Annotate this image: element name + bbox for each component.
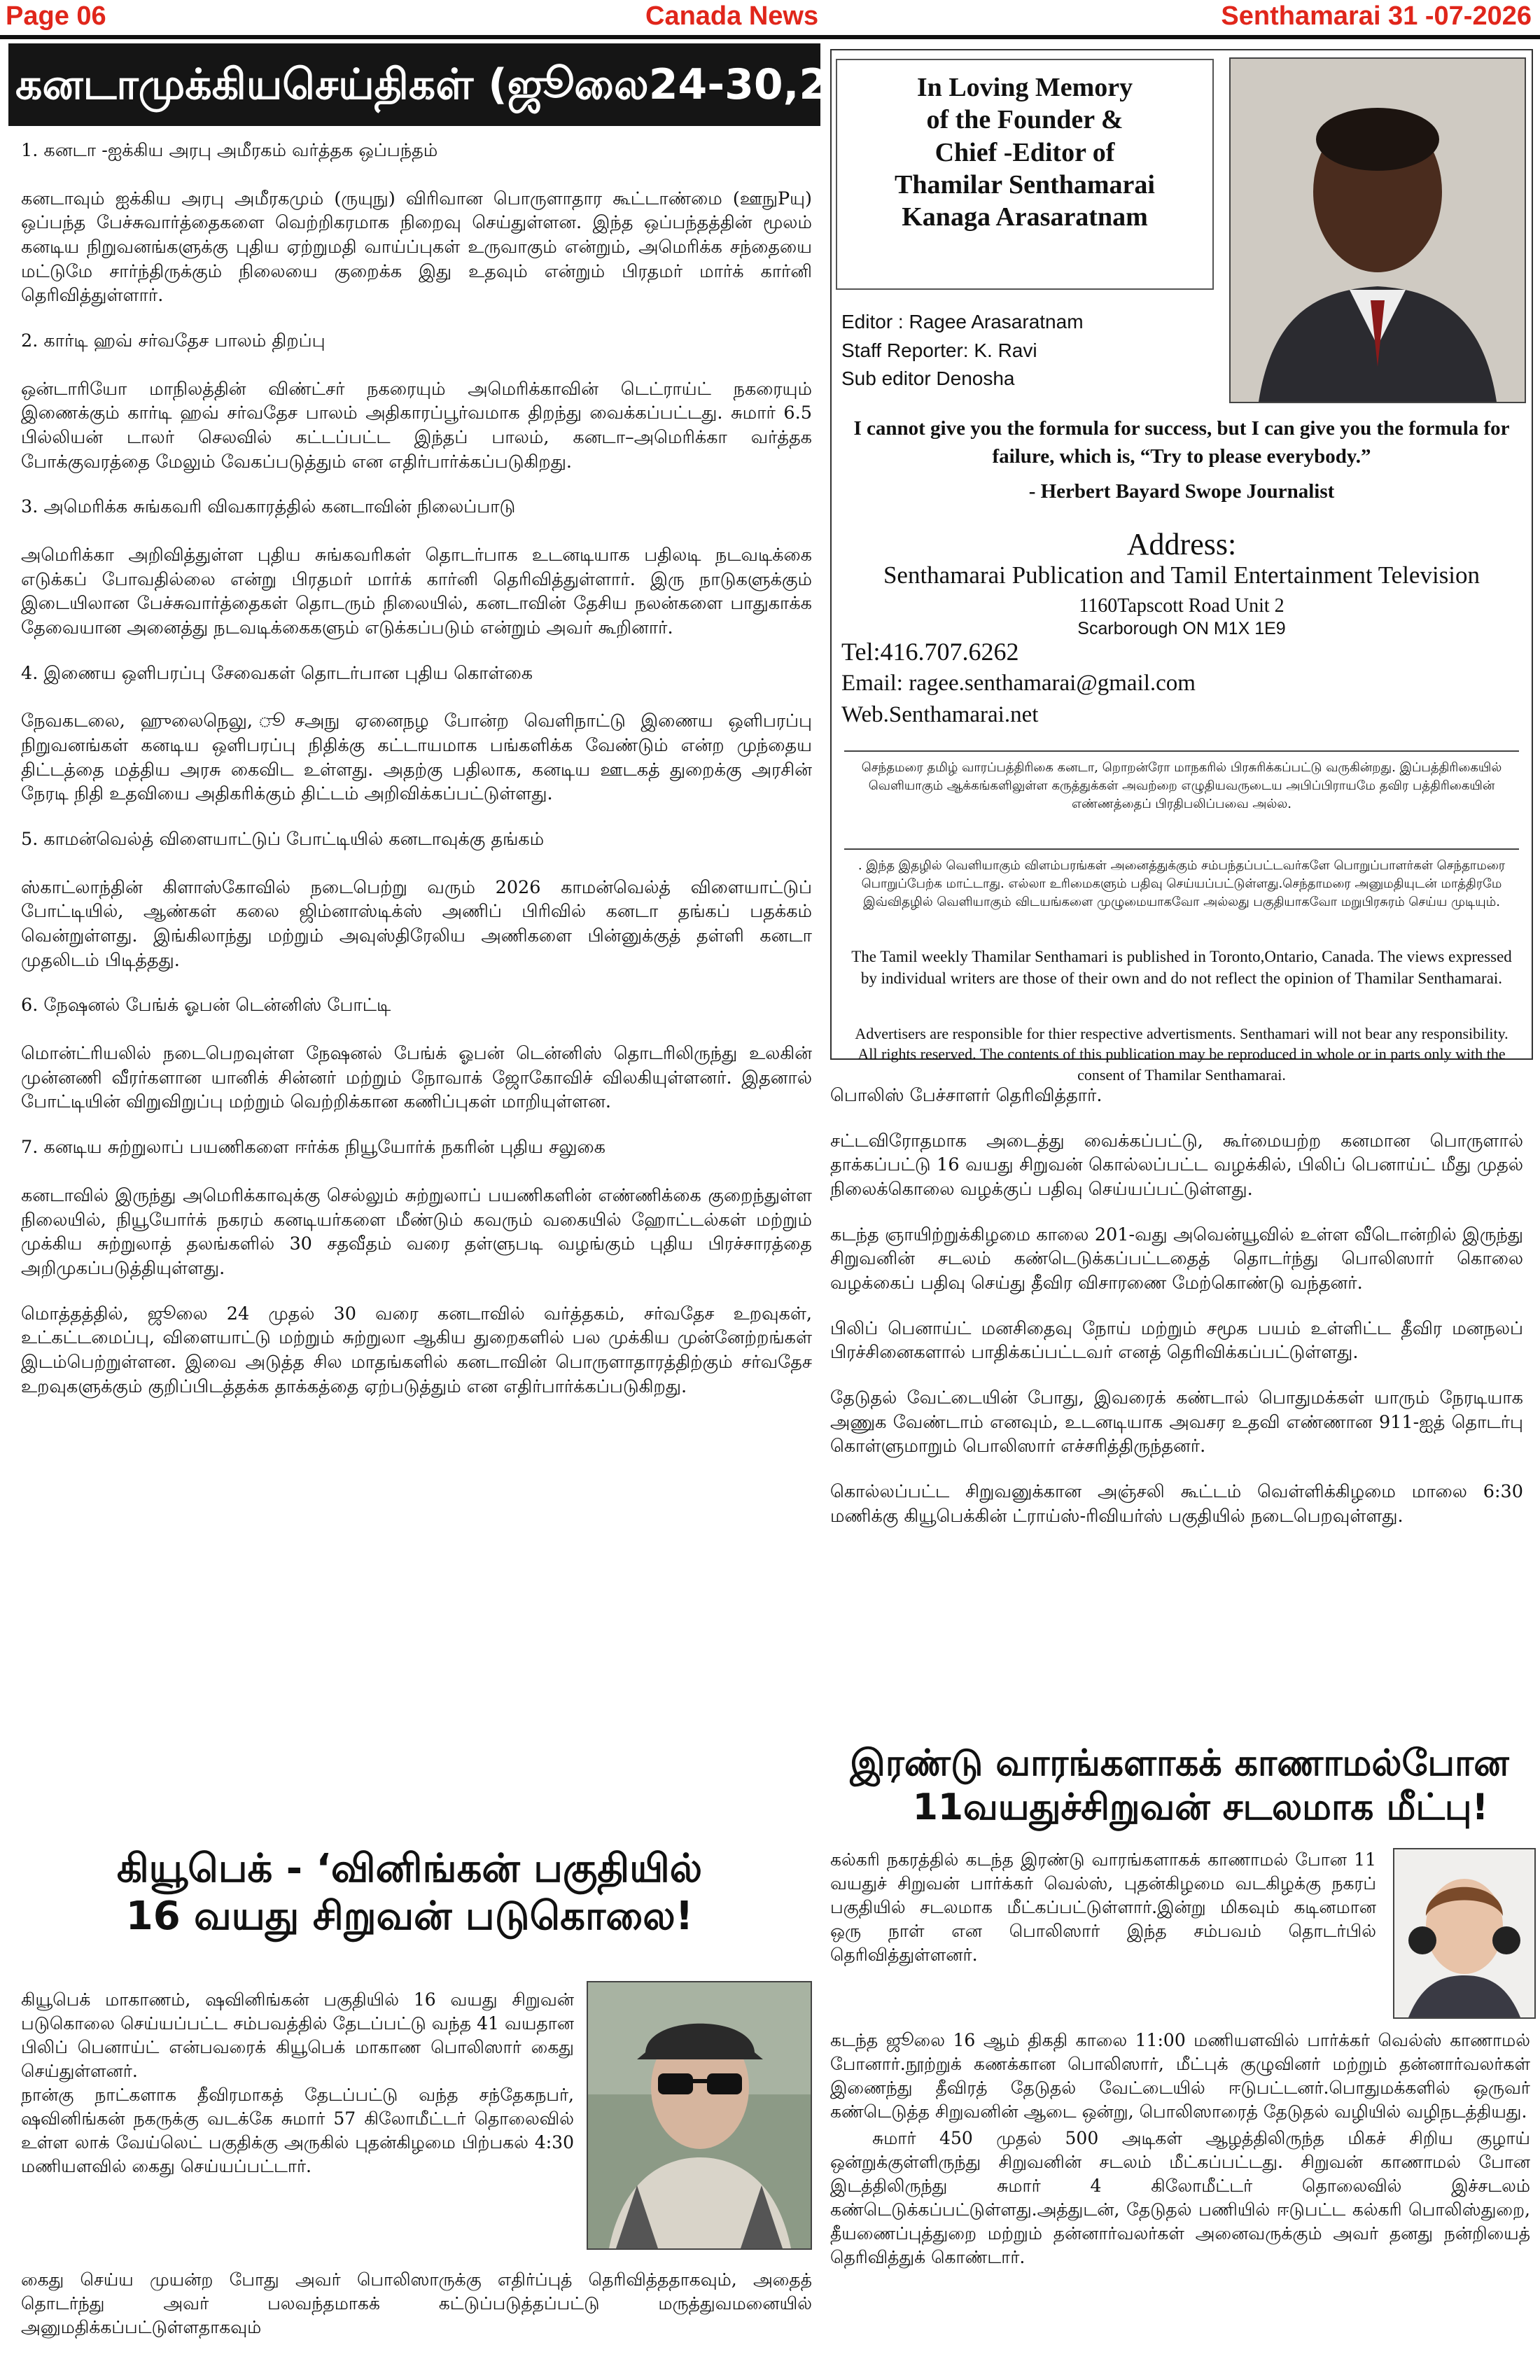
news-item-heading: 1. கனடா -ஐக்கிய அரபு அமீரகம் வர்த்தக ஒப்பந்தம் [21, 140, 438, 161]
quebec-headline [7, 1845, 812, 1941]
calgary-lead: கல்கரி நகரத்தில் கடந்த இரண்டு வாரங்களாகக் காணாமல் போன 11 வயதுச் சிறுவன் பார்க்கர் வெல்ஸ், புதன்கிழமை வடகிழக்கு நகரப் பகுதியில் சடலமாக மீட்கப்பட்டுள்ளார்.இன்று மிகவும் கடினமான ஒரு நாள் என பொலிஸார் இந்த சம்பவம் தொடர்பில் தெரிவித்துள்ளனர். [830, 1849, 1376, 1965]
news-item-paragraph: நேவகடலை, ஹுலைநெலு, ூசஅநு ஏனைநழ போன்ற வெளிநாட்டு இணைய ஒளிபரப்பு நிறுவனங்கள் கனடிய ஒளிபரப்பு நிதிக்கு கட்டாயமாக பங்களிக்க வேண்டும் என்ற முந்தைய திட்டத்தை மத்திய அரசு கைவிட உள்ளது. அதற்கு பதிலாக, கனடிய ஊடகத் துறைக்கு அரசின் நேரடி நிதி உதவியை அதிகரிக்கும் திட்டம் அறிவிக்கப்பட்டுள்ளது. [21, 710, 812, 805]
news-item-heading: 5. காமன்வெல்த் விளையாட்டுப் போட்டியில் கனடாவுக்கு தங்கம் [21, 829, 545, 850]
header-rule [0, 35, 1540, 39]
english-disclaimer-2: Advertisers are responsible for thier respective advertisments. Senthamari will not bear any responsibility. All rights reserved. The contents of this publication may be reproduced in whole or in parts only with the consent of Thamilar Senthamarai. [855, 1025, 1508, 1084]
staff-list [841, 308, 1084, 393]
quote-block [839, 414, 1525, 505]
quebec-body [21, 1988, 574, 2199]
tamil-notice-2: . இந்த இதழில் வெளியாகும் விளம்பரங்கள் அனைத்துக்கும் சம்பந்தப்பட்டவர்களே பொறுப்பாளர்கள் செந்தாமரை பொறுப்பேற்க மாட்டாது. எல்லா உரிமைகளும் பதிவு செய்யப்பட்டுள்ளது.செந்தாமரை அனுமதியுடன் மாத்திரமே இவ்விதழில் வெளியாகும் விடயங்களை முழுமையாகவோ அல்லது பகுதியாகவோ மறுபிரசுரம் செய்ய முடியும். [858, 858, 1506, 910]
news-item-paragraph: கனடாவும் ஐக்கிய அரபு அமீரகமும் (ருயுநு) விரிவான பொருளாதார கூட்டாண்மை (ஊநுPயு) ஒப்பந்த பேச்சுவார்த்தைகளை வெற்றிகரமாக நிறைவு செய்துள்ளன. இந்த ஒப்பந்தத்தின் மூலம் கனடிய நிறுவனங்களுக்கு புதிய ஏற்றுமதி வாய்ப்புகள் உருவாகும் என்றும், அமெரிக்க சந்தையை மட்டுமே சார்ந்திருக்கும் நிலையை குறைக்க இது உதவும் என்றும் பிரதமர் மார்க் கார்னி தெரிவித்துள்ளார். [21, 188, 812, 307]
calgary-headline-line: இரண்டு வாரங்களாகக் காணாமல்போன [850, 1742, 1509, 1784]
page-number: Page 06 [6, 1, 106, 31]
subeditor-credit: Sub editor Denosha [841, 368, 1015, 390]
section-name: Canada News [645, 1, 819, 31]
memorial-line: of the Founder & [926, 105, 1124, 135]
calgary-headline [826, 1742, 1533, 1830]
news-item-heading: 2. கார்டி ஹவ் சர்வதேச பாலம் திறப்பு [21, 330, 326, 352]
news-item-paragraph: மொத்தத்தில், ஜூலை 24 முதல் 30 வரை கனடாவில் வர்த்தகம், சர்வதேச உறவுகள், உட்கட்டமைப்பு, விளையாட்டு மற்றும் சுற்றுலா ஆகிய துறைகளில் பல முக்கிய முன்னேற்றங்கள் இடம்பெற்றுள்ளன. இவை அடுத்த சில மாதங்களில் கனடாவின் பொருளாதாரத்திற்கும் சர்வதேச உறவுகளுக்கும் குறிப்பிடத்தக்க தாக்கத்தை ஏற்படுத்தும் என எதிர்பார்க்கப்படுகிறது. [21, 1303, 812, 1397]
news-item-heading: 7. கனடிய சுற்றுலாப் பயணிகளை ஈர்க்க நியூயோர்க் நகரின் புதிய சலுகை [21, 1137, 606, 1158]
quebec-headline-line: கியூபெக் - ‘வினிங்கன் பகுதியில் [116, 1846, 703, 1891]
memorial-line: Thamilar Senthamarai [895, 170, 1155, 200]
right-story-column [830, 1084, 1523, 1549]
quebec-paragraph: நான்கு நாட்களாக தீவிரமாகத் தேடப்பட்டு வந்த சந்தேகநபர், ஷவினிங்கன் நகருக்கு வடக்கே சுமார் 57 கிலோமீட்டர் தொலைவில் உள்ள லாக் வேய்லெட் பகுதிக்கு அருகில் புதன்கிழமை பிற்பகல் 4:30 மணியளவில் கைது செய்யப்பட்டார். [21, 2085, 574, 2176]
story-paragraph: பிலிப் பெனாய்ட் மனசிதைவு நோய் மற்றும் சமூக பயம் உள்ளிட்ட தீவிர மனநலப் பிரச்சினைகளால் பாதிக்கப்பட்டவர் எனத் தெரிவிக்கப்பட்டுள்ளது. [830, 1317, 1523, 1364]
calgary-paragraph: சுமார் 450 முதல் 500 அடிகள் ஆழத்திலிருந்த மிகச் சிறிய குழாய் ஒன்றுக்குள்ளிருந்து சிறுவனின் சடலம் மீட்கப்பட்டது. சிறுவன் காணாமல் போன இடத்திலிருந்து சுமார் 4 கிலோமீட்டர் தொலைவில் இச்சடலம் கண்டெடுக்கப்பட்டுள்ளது.அத்துடன், தேடுதல் பணியில் ஈடுபட்ட கல்கரி பொலிஸ்துறை, தீயணைப்புத்துறை மற்றும் தன்னார்வலர்கள் அனைவருக்கும் அவர் தனது நன்றியைத் தெரிவித்துக் கொண்டார். [830, 2128, 1530, 2267]
missing-boy-photo [1393, 1848, 1536, 2019]
quote-text: I cannot give you the formula for success, but I can give you the formula for failure, which is, “Try to please everybody.” [853, 417, 1510, 468]
calgary-body [830, 2029, 1530, 2290]
masthead-box [830, 49, 1533, 1084]
quote-author: - Herbert Bayard Swope Journalist [1028, 480, 1335, 503]
address-line-2: 1160Tapscott Road Unit 2 [1079, 595, 1284, 617]
website-link[interactable]: Web.Senthamarai.net [841, 701, 1039, 727]
story-paragraph: சட்டவிரோதமாக அடைத்து வைக்கப்பட்டு, கூர்மையற்ற கனமான பொருளால் தாக்கப்பட்டு 16 வயது சிறுவன் கொல்லப்பட்ட வழக்கில், பிலிப் பெனாய்ட் மீது முதல் நிலைக்கொலை வழக்குப் பதிவு செய்யப்பட்டுள்ளது. [830, 1130, 1523, 1200]
quebec-continued: கைது செய்ய முயன்ற போது அவர் பொலிஸாருக்கு எதிர்ப்புத் தெரிவித்ததாகவும், அதைத் தொடர்ந்து அவர் பலவந்தமாகக் கட்டுப்படுத்தப்பட்டு மருத்துவமனையில் அனுமதிக்கப்பட்டுள்ளதாகவும் [21, 2269, 812, 2337]
news-item-heading: 6. நேஷனல் பேங்க் ஓபன் டென்னிஸ் போட்டி [21, 995, 391, 1016]
calgary-paragraph: கடந்த ஜூலை 16 ஆம் திகதி காலை 11:00 மணியளவில் பார்க்கர் வெல்ஸ் காணாமல் போனார்.நூற்றுக் கணக்கான பொலிஸார், மீட்புக் குழுவினர் மற்றும் தன்னார்வலர்கள் இணைந்து தீவிரத் தேடுதல் வேட்டையில் ஈடுபட்டனர்.பொதுமக்களில் ஒருவர் கண்டெடுத்த சிறுவனின் ஆடை ஒன்று, பொலிஸாரைத் தேடுதல் வழியில் வழிநடத்தியது. [830, 2030, 1530, 2122]
news-roundup-banner: கனடாமுக்கியசெய்திகள் (ஜூலை24-30,2026) [8, 43, 820, 126]
news-item-heading: 4. இணைய ஒளிபரப்பு சேவைகள் தொடர்பான புதிய கொள்கை [21, 662, 533, 684]
telephone: Tel:416.707.6262 [841, 638, 1019, 666]
quebec-headline-line: 16 வயது சிறுவன் படுகொலை! [125, 1893, 694, 1940]
reporter-credit: Staff Reporter: K. Ravi [841, 339, 1037, 361]
story-paragraph: தேடுதல் வேட்டையின் போது, இவரைக் கண்டால் பொதுமக்கள் யாரும் நேரடியாக அணுக வேண்டாம் எனவும், உடனடியாக அவசர உதவி எண்ணான 911-ஐத் தொடர்பு கொள்ளுமாறும் பொலிஸார் எச்சரித்திருந்தனர். [830, 1387, 1523, 1457]
news-item-paragraph: அமெரிக்கா அறிவித்துள்ள புதிய சுங்கவரிகள் தொடர்பாக உடனடியாக பதிலடி நடவடிக்கை எடுக்கப் போவதில்லை என்று பிரதமர் மார்க் கார்னி தெரிவித்துள்ளார். இரு நாடுகளுக்கும் இடையிலான பேச்சுவார்த்தைகள் தொடரும் நிலையில், கனடாவின் தேசிய நலன்களை பாதுகாக்க தேவையான அனைத்து நடவடிக்கைகளும் எடுக்கப்படும் என்றும் அவர் கூறினார். [21, 545, 812, 639]
memorial-line: Kanaga Arasaratnam [902, 202, 1148, 232]
story-paragraph: பொலிஸ் பேச்சாளர் தெரிவித்தார். [830, 1085, 1102, 1106]
news-item-paragraph: கனடாவில் இருந்து அமெரிக்காவுக்கு செல்லும் சுற்றுலாப் பயணிகளின் எண்ணிக்கை குறைந்துள்ள நிலையில், நியூயோர்க் நகரம் கனடியர்களை மீண்டும் கவரும் வகையில் ஹோட்டல்கள் மற்றும் முக்கிய சுற்றுலாத் தலங்களில் 30 சதவீதம் வரை தள்ளுபடி வழங்கும் புதிய பிரச்சாரத்தை அறிமுகப்படுத்தியுள்ளது. [21, 1184, 812, 1279]
email-link[interactable]: Email: ragee.senthamarai@gmail.com [841, 671, 1196, 696]
suspect-photo [587, 1981, 812, 2250]
editor-credit: Editor : Ragee Arasaratnam [841, 311, 1084, 332]
quebec-lead: கியூபெக் மாகாணம், ஷவினிங்கன் பகுதியில் 16 வயது சிறுவன் படுகொலை செய்யப்பட்ட சம்பவத்தில் தேடப்பட்டு வந்த 41 வயதான பிலிப் பெனாய்ட் என்பவரைக் கியூபெக் மாகாண பொலிஸார் கைது செய்துள்ளனர். [21, 1989, 574, 2081]
calgary-headline-line: 11வயதுச்சிறுவன் சடலமாக மீட்பு! [912, 1786, 1489, 1829]
divider [844, 750, 1519, 752]
story-paragraph: கொல்லப்பட்ட சிறுவனுக்கான அஞ்சலி கூட்டம் வெள்ளிக்கிழமை மாலை 6:30 மணிக்கு கியூபெக்கின் ட்ராய்ஸ்-ரிவியர்ஸ் பகுதியில் நடைபெறவுள்ளது. [830, 1481, 1523, 1527]
news-roundup-column [21, 139, 812, 1420]
address-line-3: Scarborough ON M1X 1E9 [1077, 619, 1286, 638]
story-paragraph: கடந்த ஞாயிற்றுக்கிழமை காலை 201-வது அவென்யூவில் உள்ள வீடொன்றில் இருந்து சிறுவனின் சடலம் கண்டெடுக்கப்பட்டதைத் தொடர்ந்து பொலிஸார் கொலை வழக்கைப் பதிவு செய்து தீவிர விசாரணை மேற்கொண்டு வந்தனர். [830, 1224, 1523, 1294]
address-line-1: Senthamarai Publication and Tamil Entertainment Television [883, 561, 1480, 589]
memorial-line: Chief -Editor of [934, 137, 1115, 167]
news-item-paragraph: ஸ்காட்லாந்தின் கிளாஸ்கோவில் நடைபெற்று வரும் 2026 காமன்வெல்த் விளையாட்டுப் போட்டியில், ஆண்கள் கலை ஜிம்னாஸ்டிக்ஸ் அணிப் பிரிவில் கனடா தங்கப் பதக்கம் வென்றுள்ளது. இங்கிலாந்து மற்றும் அவுஸ்திரேலிய அணிகளை பின்னுக்குத் தள்ளி கனடா முதலிடம் பிடித்தது. [21, 876, 812, 971]
news-item-paragraph: மொன்ட்ரியலில் நடைபெறவுள்ள நேஷனல் பேங்க் ஓபன் டென்னிஸ் தொடரிலிருந்து உலகின் முன்னணி வீரர்களான யானிக் சின்னர் மற்றும் நோவாக் ஜோகோவிச் விலகியுள்ளனர். இதனால் போட்டியின் விறுவிறுப்பு மற்றும் வெற்றிக்கான கணிப்புகள் மாறியுள்ளன. [21, 1043, 812, 1113]
contact-block [841, 668, 1196, 731]
tamil-notice-1: செந்தமரை தமிழ் வாரப்பத்திரிகை கனடா, றொறன்ரோ மாநகரில் பிரசுரிக்கப்பட்டு வருகின்றது. இப்பத்திரிகையில் வெளியாகும் ஆக்கங்களிலுள்ள கருத்துக்கள் அவற்றை எழுதியவருடைய அபிப்பிராயமே தவிர பத்திரிகையின் எண்ணத்தைப் பிரதிபலிப்பவை அல்ல. [861, 760, 1502, 812]
memorial-title [836, 59, 1214, 290]
news-item-paragraph: ஒன்டாரியோ மாநிலத்தின் விண்ட்சர் நகரையும் அமெரிக்காவின் டெட்ராய்ட் நகரையும் இணைக்கும் கார்டி ஹவ் சர்வதேச பாலம் அதிகாரப்பூர்வமாக திறந்து வைக்கப்பட்டது. சுமார் 6.5 பில்லியன் டாலர் செலவில் கட்டப்பட்ட இந்தப் பாலம், கனடா–அமெரிக்கா வர்த்தக போக்குவரத்தை மேலும் வேகப்படுத்தும் என எதிர்பார்க்கப்படுகிறது. [21, 378, 812, 472]
memorial-line: In Loving Memory [916, 73, 1133, 102]
founder-photo [1229, 57, 1526, 403]
address-heading: Address: [1126, 527, 1237, 561]
edition-date: Senthamarai 31 -07-2026 [1221, 1, 1532, 31]
divider [844, 848, 1519, 850]
english-disclaimer-1: The Tamil weekly Thamilar Senthamari is published in Toronto,Ontario, Canada. The views expressed by individual writers are those of their own and do not reflect the opinion of Thamilar Senthamarai. [851, 948, 1512, 987]
page-header [0, 0, 1540, 34]
news-item-heading: 3. அமெரிக்க சுங்கவரி விவகாரத்தில் கனடாவின் நிலைப்பாடு [21, 496, 516, 518]
